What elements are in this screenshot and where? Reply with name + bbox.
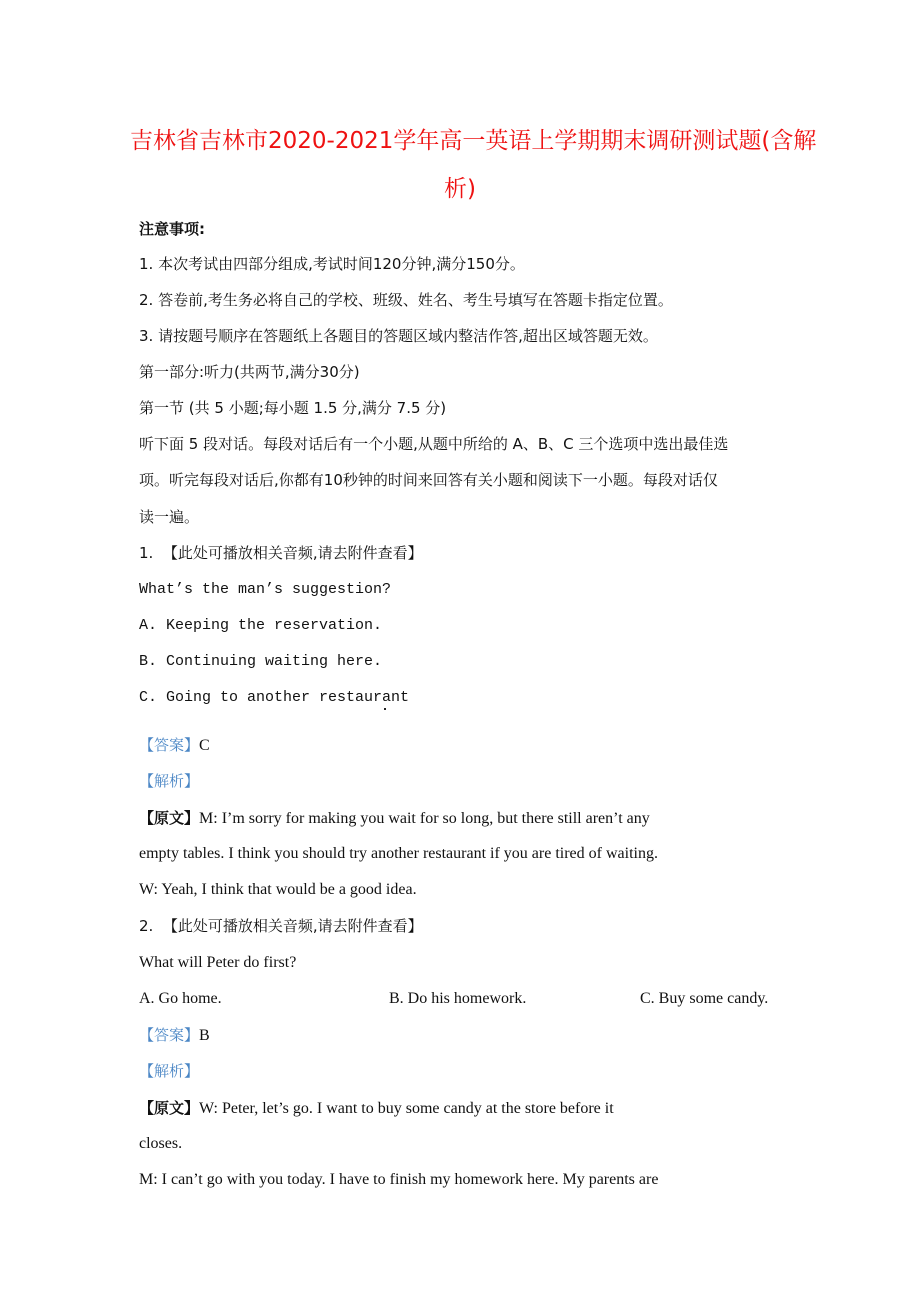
notice-heading: 注意事项:: [139, 220, 205, 238]
question-2-option-c: C. Buy some candy.: [640, 990, 769, 1007]
question-2-analysis-label: 【解析】: [139, 1062, 200, 1080]
audio-note-link[interactable]: 【此处可播放相关音频,请去附件查看】: [162, 917, 423, 935]
question-2-option-b: B. Do his homework.: [389, 990, 527, 1007]
instructions-line-2: 项。听完每段对话后,你都有10秒钟的时间来回答有关小题和阅读下一小题。每段对话仅: [139, 471, 718, 489]
question-2-text: What will Peter do first?: [139, 954, 297, 971]
instructions-line-3: 读一遍。: [139, 508, 200, 526]
transcript-text: M: I’m sorry for making you wait for so long, but there still aren’t any: [199, 810, 650, 827]
question-1-option-c: C. Going to another restaurant: [139, 689, 410, 706]
question-2-transcript-line-2: closes.: [139, 1135, 183, 1152]
transcript-label: 【原文】: [139, 1099, 200, 1117]
notice-item-3: 3. 请按题号顺序在答题纸上各题目的答题区域内整洁作答,超出区域答题无效。: [139, 327, 658, 345]
question-number: 1.: [139, 544, 154, 562]
stray-dot: [384, 708, 386, 710]
document-title-line-2: 析): [444, 176, 476, 202]
audio-note-link[interactable]: 【此处可播放相关音频,请去附件查看】: [162, 544, 423, 562]
question-1-header: [139, 543, 423, 563]
question-2-header: [139, 916, 423, 936]
question-1-transcript-line-1: [139, 808, 650, 829]
question-number: 2.: [139, 917, 154, 935]
question-1-transcript-line-2: empty tables. I think you should try another restaurant if you are tired of waiting.: [139, 845, 658, 862]
notice-item-1: 1. 本次考试由四部分组成,考试时间120分钟,满分150分。: [139, 255, 525, 273]
notice-item-2: 2. 答卷前,考生务必将自己的学校、班级、姓名、考生号填写在答题卡指定位置。: [139, 291, 673, 309]
part1-heading: 第一部分:听力(共两节,满分30分): [139, 363, 360, 381]
question-1-text: What’s the man’s suggestion?: [139, 581, 392, 598]
question-1-analysis-label: 【解析】: [139, 772, 200, 790]
instructions-line-1: 听下面 5 段对话。每段对话后有一个小题,从题中所给的 A、B、C 三个选项中选出最佳选: [139, 435, 729, 453]
question-1-option-b: B. Continuing waiting here.: [139, 653, 383, 670]
transcript-label: 【原文】: [139, 809, 200, 827]
question-1-transcript-line-3: W: Yeah, I think that would be a good idea.: [139, 881, 417, 898]
answer-value: B: [199, 1027, 210, 1044]
section1-heading: 第一节 (共 5 小题;每小题 1.5 分,满分 7.5 分): [139, 399, 447, 417]
question-2-transcript-line-3: M: I can’t go with you today. I have to finish my homework here. My parents are: [139, 1171, 659, 1188]
question-2-answer: [139, 1025, 210, 1046]
answer-label: 【答案】: [139, 736, 200, 754]
answer-label: 【答案】: [139, 1026, 200, 1044]
transcript-text: W: Peter, let’s go. I want to buy some candy at the store before it: [199, 1100, 614, 1117]
question-2-option-a: A. Go home.: [139, 990, 222, 1007]
answer-value: C: [199, 737, 210, 754]
question-1-option-a: A. Keeping the reservation.: [139, 617, 383, 634]
question-2-transcript-line-1: [139, 1098, 614, 1119]
document-title-line-1: 吉林省吉林市2020-2021学年高一英语上学期期末调研测试题(含解: [130, 128, 817, 154]
question-1-answer: [139, 735, 210, 756]
